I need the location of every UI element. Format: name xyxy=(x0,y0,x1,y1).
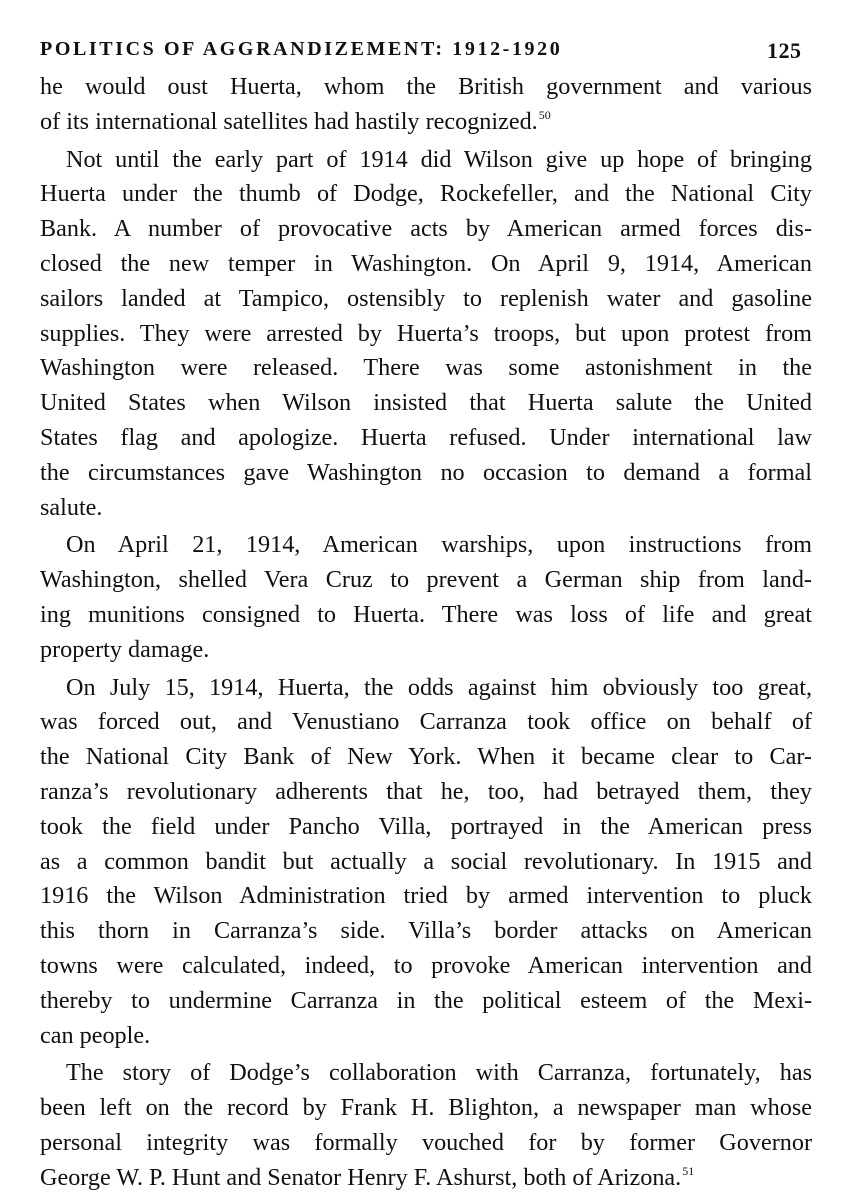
text-line xyxy=(40,1161,812,1196)
text-line: the circumstances gave Washington no occasion to demand a formal xyxy=(40,458,812,486)
text-line: towns were calculated, indeed, to provoke American intervention and xyxy=(40,951,812,979)
text-line: ranza’s revolutionary adherents that he, too, had betrayed them, they xyxy=(40,777,812,805)
text-line: On July 15, 1914, Huerta, the odds against him obviously too great, xyxy=(66,673,812,701)
text-line: was forced out, and Venustiano Carranza took office on behalf of xyxy=(40,708,812,736)
paragraph-2 xyxy=(40,143,812,526)
text-line: supplies. They were arrested by Huerta’s troops, but upon protest from xyxy=(40,319,812,347)
text-line: Bank. A number of provocative acts by American armed forces dis- xyxy=(40,215,812,243)
text-line: United States when Wilson insisted that Huerta salute the United xyxy=(40,389,812,417)
text-line: he would oust Huerta, whom the British government and various xyxy=(40,73,812,100)
text-line: Huerta under the thumb of Dodge, Rockefeller, and the National City xyxy=(40,180,812,208)
running-title: POLITICS OF AGGRANDIZEMENT: 1912-1920 xyxy=(40,38,563,60)
text-line: Washington were released. There was some astonishment in the xyxy=(40,354,812,382)
text-line: this thorn in Carranza’s side. Villa’s border attacks on American xyxy=(40,917,812,945)
text-line: the National City Bank of New York. When it became clear to Car- xyxy=(40,743,812,771)
text-line: salute. xyxy=(40,493,103,521)
footnote-marker: 50 xyxy=(538,107,551,122)
text-line-content: George W. P. Hunt and Senator Henry F. Ashurst, both of Arizona. xyxy=(40,1163,682,1191)
text-line: Washington, shelled Vera Cruz to prevent a German ship from land- xyxy=(40,566,812,594)
paragraph-1 xyxy=(40,70,812,140)
text-line: thereby to undermine Carranza in the political esteem of the Mexi- xyxy=(40,986,812,1014)
text-line: sailors landed at Tampico, ostensibly to replenish water and gasoline xyxy=(40,284,812,312)
body-text xyxy=(40,70,812,1196)
text-line: ing munitions consigned to Huerta. There was loss of life and great xyxy=(40,600,812,628)
text-line: can people. xyxy=(40,1021,151,1049)
text-line: personal integrity was formally vouched for by former Governor xyxy=(40,1128,812,1156)
text-line: as a common bandit but actually a social revolutionary. In 1915 and xyxy=(40,847,812,875)
text-line: 1916 the Wilson Administration tried by armed intervention to pluck xyxy=(40,882,812,910)
page-number: 125 xyxy=(767,38,802,63)
paragraph-5 xyxy=(40,1056,812,1195)
text-line: States flag and apologize. Huerta refused. Under international law xyxy=(40,423,812,451)
paragraph-4 xyxy=(40,671,812,1054)
text-line: The story of Dodge’s collaboration with Carranza, fortunately, has xyxy=(66,1059,812,1087)
paragraph-3 xyxy=(40,528,812,667)
footnote-marker: 51 xyxy=(682,1163,695,1178)
text-line-content: of its international satellites had hastily recognized. xyxy=(40,107,538,135)
text-line: On April 21, 1914, American warships, upon instructions from xyxy=(66,531,812,559)
text-line xyxy=(40,105,812,140)
text-line: closed the new temper in Washington. On April 9, 1914, American xyxy=(40,249,812,277)
text-line: property damage. xyxy=(40,635,210,663)
text-line: Not until the early part of 1914 did Wilson give up hope of bringing xyxy=(66,145,812,173)
text-line: been left on the record by Frank H. Blighton, a newspaper man whose xyxy=(40,1094,812,1122)
text-line: took the field under Pancho Villa, portrayed in the American press xyxy=(40,812,812,840)
running-head xyxy=(40,34,812,68)
